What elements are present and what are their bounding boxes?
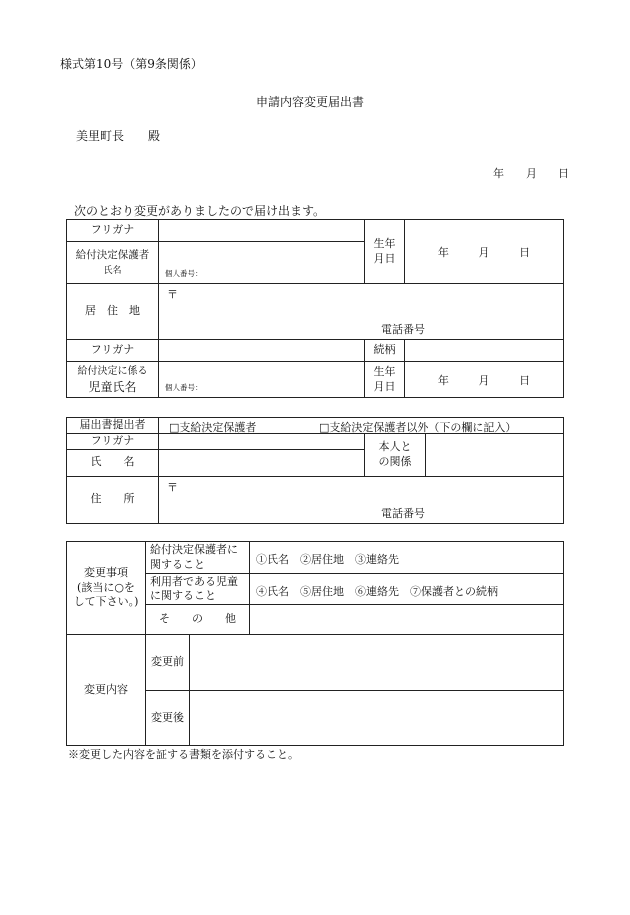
birth-label: 生年 月日	[365, 220, 405, 284]
postal-mark: 〒	[167, 288, 178, 301]
guardian-options[interactable]: ①氏名 ②居住地 ③連絡先	[250, 542, 564, 574]
guardian-category: 給付決定保護者に 関すること	[146, 542, 250, 574]
submitter-name-label: 氏 名	[67, 449, 159, 476]
child-furigana-field[interactable]	[159, 340, 365, 362]
furigana-field[interactable]	[159, 220, 365, 242]
address-label: 居 住 地	[67, 284, 159, 340]
addressee: 美里町長 殿	[76, 129, 161, 143]
tel-label: 電話番号	[381, 323, 425, 336]
submitter-name-field[interactable]	[159, 449, 365, 476]
intro-text: 次のとおり変更がありましたので届け出ます。	[74, 204, 326, 218]
after-label: 変更後	[146, 691, 190, 746]
birth-date-field[interactable]: 年 月 日	[405, 220, 564, 284]
change-table	[66, 541, 564, 746]
child-birth-label: 生年 月日	[365, 362, 405, 398]
submitter-furigana-field[interactable]	[159, 434, 365, 450]
form-number: 様式第10号（第9条関係）	[60, 57, 203, 71]
relation-to-person-field[interactable]	[426, 434, 564, 477]
form-title: 申請内容変更届出書	[256, 95, 365, 109]
other-field[interactable]	[250, 605, 564, 635]
child-category: 利用者である児童 に関すること	[146, 574, 250, 605]
guardian-name-field[interactable]	[159, 242, 365, 284]
submitter-table	[66, 417, 564, 524]
change-content-label: 変更内容	[67, 635, 146, 746]
date-month: 月	[526, 167, 537, 180]
child-name-label: 給付決定に係る 児童氏名	[67, 362, 159, 398]
address-field[interactable]	[159, 284, 564, 340]
other-category: そ の 他	[146, 605, 250, 635]
guardian-name-label: 給付決定保護者 氏名	[67, 242, 159, 284]
date-day: 日	[558, 167, 569, 180]
submitter-address-label: 住 所	[67, 476, 159, 523]
after-field[interactable]	[190, 691, 564, 746]
child-birth-field[interactable]: 年 月 日	[405, 362, 564, 398]
applicant-table	[66, 219, 564, 398]
before-field[interactable]	[190, 635, 564, 691]
postal-mark-2: 〒	[167, 480, 178, 494]
submitter-furigana-label: フリガナ	[67, 434, 159, 450]
child-name-field[interactable]	[159, 362, 365, 398]
footer-note: ※変更した内容を証する書類を添付すること。	[68, 748, 299, 761]
before-label: 変更前	[146, 635, 190, 691]
tel-label-2: 電話番号	[381, 506, 426, 520]
personal-number-label: 個人番号：	[165, 269, 203, 278]
personal-number-label-2: 個人番号：	[165, 383, 203, 392]
relation-to-person-label: 本人と の関係	[365, 434, 426, 477]
child-options[interactable]: ④氏名 ⑤居住地 ⑥連絡先 ⑦保護者との続柄	[250, 574, 564, 605]
child-furigana-label: フリガナ	[67, 340, 159, 362]
submitter-label: 届出書提出者	[67, 418, 159, 434]
relation-field[interactable]	[405, 340, 564, 362]
option-guardian[interactable]: □支給決定保護者	[169, 421, 257, 434]
change-item-label: 変更事項 (該当に○を して下さい。)	[67, 542, 146, 635]
submitter-options	[159, 418, 564, 434]
date-year: 年	[493, 167, 504, 180]
submitter-address-field[interactable]	[159, 476, 564, 523]
option-other[interactable]: □支給決定保護者以外（下の欄に記入）	[319, 421, 517, 434]
relation-label: 続柄	[365, 340, 405, 362]
furigana-label: フリガナ	[67, 220, 159, 242]
